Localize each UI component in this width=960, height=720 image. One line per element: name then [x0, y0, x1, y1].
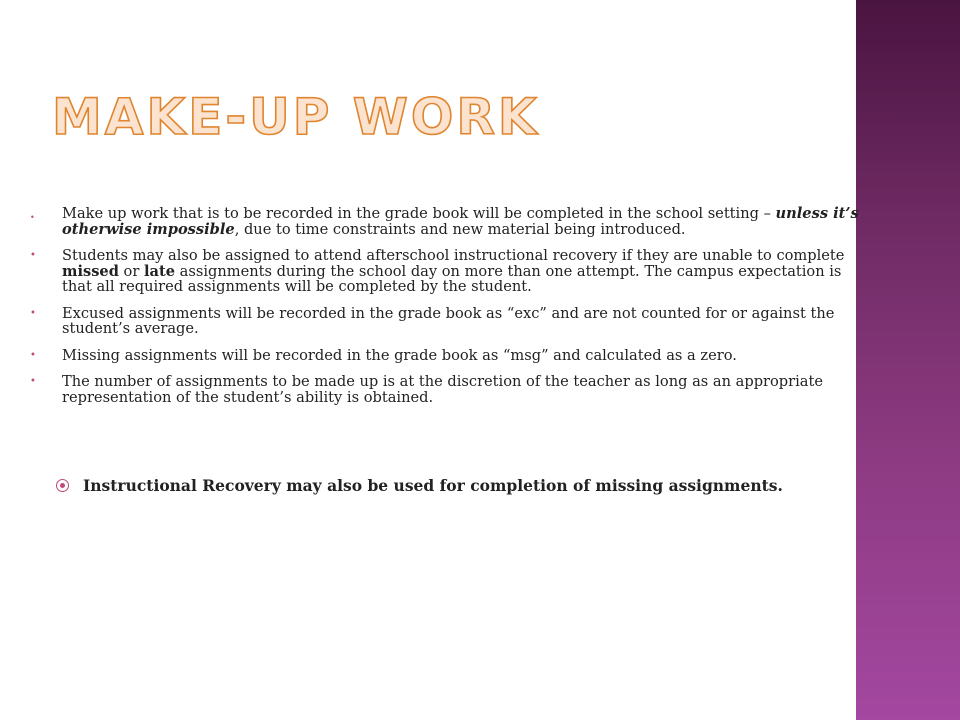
slide-title: MAKE-UP WORK [52, 88, 540, 146]
circle-bullet-icon [56, 479, 69, 492]
bullet-text-segment: Make up work that is to be recorded in the grade book will be completed in the school setting – [62, 205, 776, 222]
bullet-icon: • [30, 349, 36, 361]
bullet-item [28, 248, 874, 295]
bullet-icon: • [30, 250, 36, 261]
bullet-text-segment: Students may also be assigned to attend afterschool instructional recovery if they are unable to complete [62, 247, 845, 264]
bullet-text-segment: Missing assignments will be recorded in the grade book as “msg” and calculated as a zero. [62, 346, 737, 364]
summary-note-text: Instructional Recovery may also be used for completion of missing assignments. [83, 476, 783, 495]
bullet-emphasis: late [143, 262, 175, 280]
bullet-list [28, 206, 874, 416]
bullet-item [28, 374, 874, 405]
bullet-text-segment: assignments during the school day on more than one attempt. The campus expectation is that all required assignments will be completed by the student. [62, 262, 842, 295]
bullet-emphasis: unless it’s otherwise impossible [62, 205, 859, 238]
bullet-icon: • [30, 307, 36, 319]
bullet-icon: • [30, 213, 35, 222]
bullet-text-segment: , due to time constraints and new material being introduced. [234, 220, 686, 238]
bullet-item [28, 348, 874, 364]
bullet-text-segment: Excused assignments will be recorded in the grade book as “exc” and are not counted for or against the student’s average. [62, 304, 835, 337]
bullet-text-segment: The number of assignments to be made up is at the discretion of the teacher as long as an appropriate representation of the student’s ability is obtained. [62, 373, 823, 406]
bullet-item [28, 306, 874, 337]
bullet-item [28, 206, 874, 237]
bullet-icon: • [30, 376, 36, 387]
bullet-text-segment: or [118, 262, 144, 280]
summary-note [56, 476, 856, 495]
bullet-emphasis: missed [62, 262, 119, 280]
